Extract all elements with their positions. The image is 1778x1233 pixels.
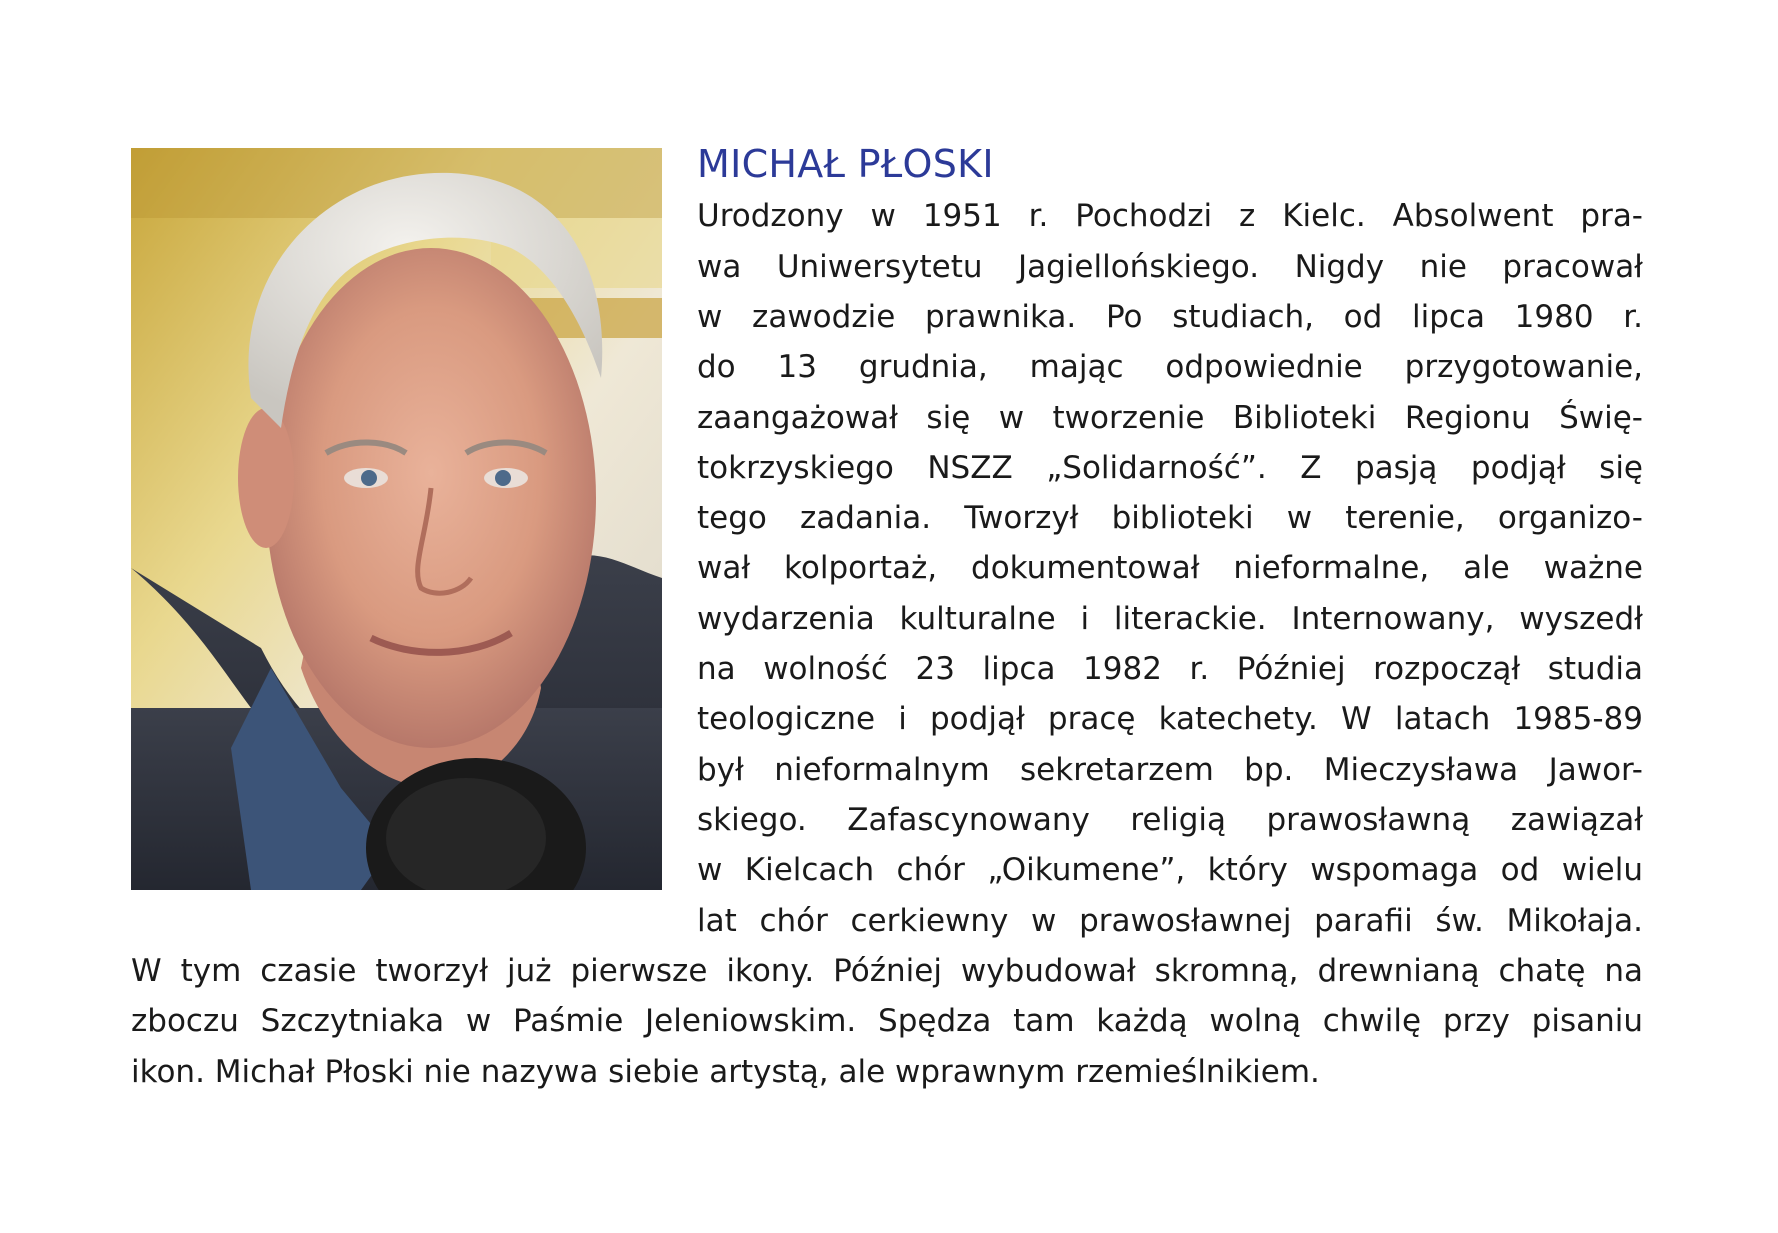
bio-line-full: W tym czasie tworzył już pierwsze ikony. Później wybudował skromną, drewnianą chatę na (131, 953, 1643, 989)
bio-line: lat chór cerkiewny w prawosławnej parafii św. Mikołaja. (697, 903, 1643, 939)
bio-line: Urodzony w 1951 r. Pochodzi z Kielc. Absolwent pra- (697, 198, 1643, 234)
bio-line: zaangażował się w tworzenie Biblioteki Regionu Świę- (697, 400, 1643, 436)
bio-line: tego zadania. Tworzył biblioteki w terenie, organizo- (697, 500, 1643, 536)
bio-line: wydarzenia kulturalne i literackie. Internowany, wyszedł (697, 601, 1643, 637)
bio-line: wał kolportaż, dokumentował nieformalne, ale ważne (697, 550, 1643, 586)
bio-line-full: zboczu Szczytniaka w Paśmie Jeleniowskim. Spędza tam każdą wolną chwilę przy pisaniu (131, 1003, 1643, 1039)
bio-line: w zawodzie prawnika. Po studiach, od lipca 1980 r. (697, 299, 1643, 335)
person-name-heading: MICHAŁ PŁOSKI (697, 142, 994, 186)
bio-line: do 13 grudnia, mając odpowiednie przygotowanie, (697, 349, 1643, 385)
bio-line: w Kielcach chór „Oikumene”, który wspomaga od wielu (697, 852, 1643, 888)
bio-line: na wolność 23 lipca 1982 r. Później rozpoczął studia (697, 651, 1643, 687)
bio-line-full: ikon. Michał Płoski nie nazywa siebie artystą, ale wprawnym rzemieślnikiem. (131, 1054, 1320, 1090)
bio-line: teologiczne i podjął pracę katechety. W latach 1985-89 (697, 701, 1643, 737)
bio-line: wa Uniwersytetu Jagiellońskiego. Nigdy nie pracował (697, 249, 1643, 285)
portrait-photo (131, 148, 662, 890)
bio-line: skiego. Zafascynowany religią prawosławną zawiązał (697, 802, 1643, 838)
bio-line: tokrzyskiego NSZZ „Solidarność”. Z pasją podjął się (697, 450, 1643, 486)
bio-line: był nieformalnym sekretarzem bp. Mieczysława Jawor- (697, 752, 1643, 788)
